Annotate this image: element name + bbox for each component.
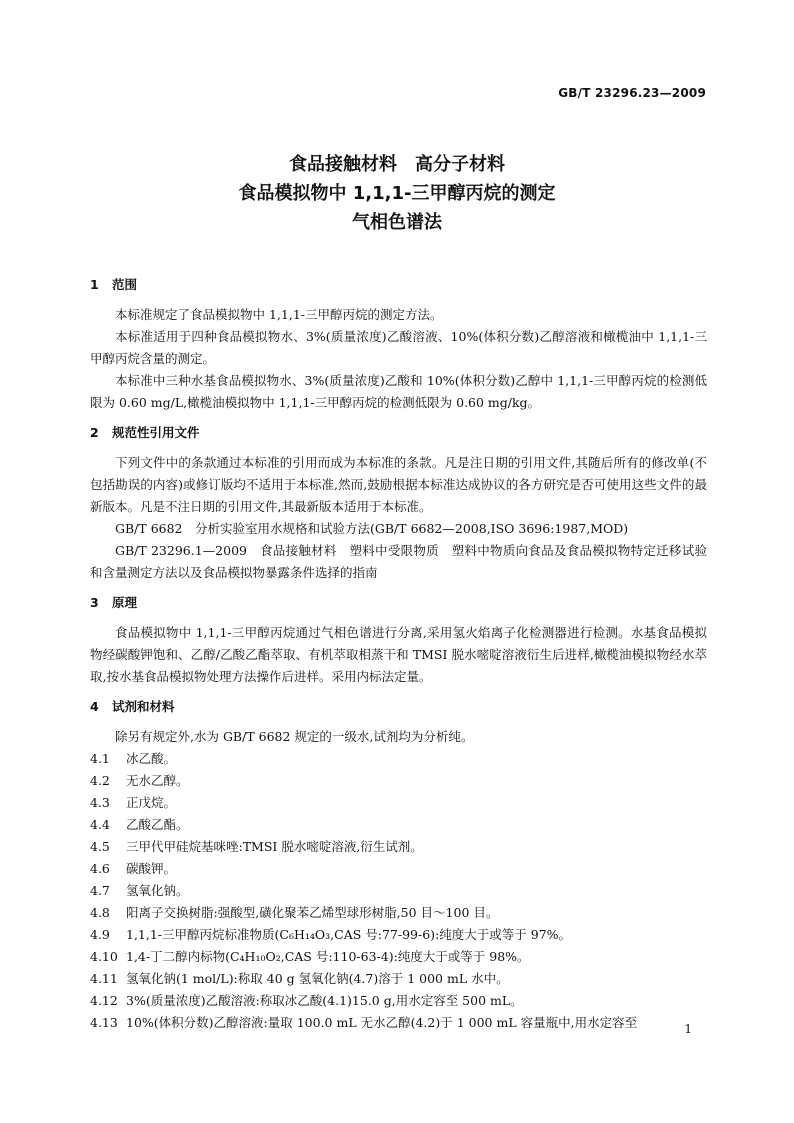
- item-number: 4.7: [90, 883, 110, 898]
- item-number: 4.11: [90, 971, 118, 986]
- list-item: [90, 792, 707, 814]
- list-item: [90, 924, 707, 946]
- item-number: 4.6: [90, 861, 110, 876]
- paragraph: 本标准中三种水基食品模拟物水、3%(质量浓度)乙酸和 10%(体积分数)乙醇中 1,1,1-三甲醇丙烷的检测低限为 0.60 mg/L,橄榄油模拟物中 1,1,1-三甲醇丙烷的检测低限为 0.60 mg/kg。: [90, 373, 707, 410]
- list-item: [90, 968, 707, 990]
- section-number: 3: [90, 595, 99, 610]
- title-line-2: 食品模拟物中 1,1,1-三甲醇丙烷的测定: [238, 183, 556, 204]
- section-3-heading: [90, 592, 707, 614]
- item-number: 4.12: [90, 993, 118, 1008]
- item-text: 正戊烷。: [126, 795, 177, 810]
- page-number: 1: [684, 1022, 692, 1036]
- list-item: [90, 880, 707, 902]
- item-text: 冰乙酸。: [126, 751, 177, 766]
- item-number: 4.1: [90, 751, 110, 766]
- item-text: 10%(体积分数)乙醇溶液:量取 100.0 mL 无水乙醇(4.2)于 1 000 mL 容量瓶中,用水定容至: [126, 1015, 638, 1030]
- section-2-heading: [90, 422, 707, 444]
- section-4-heading: [90, 696, 707, 718]
- reference-gbt-6682: GB/T 6682 分析实验室用水规格和试验方法(GB/T 6682—2008,ISO 3696:1987,MOD): [115, 521, 629, 536]
- document-title: [0, 150, 794, 237]
- item-number: 4.8: [90, 905, 110, 920]
- item-text: 氢氧化钠(1 mol/L):称取 40 g 氢氧化钠(4.7)溶于 1 000 mL 水中。: [126, 971, 509, 986]
- title-line-1: 食品接触材料 高分子材料: [289, 154, 505, 175]
- item-number: 4.13: [90, 1015, 118, 1030]
- section-title: 试剂和材料: [112, 699, 175, 714]
- list-item: [90, 946, 707, 968]
- item-text: 无水乙醇。: [126, 773, 189, 788]
- paragraph: 本标准规定了食品模拟物中 1,1,1-三甲醇丙烷的测定方法。: [115, 307, 443, 322]
- item-text: 氢氧化钠。: [126, 883, 189, 898]
- item-text: 碳酸钾。: [126, 861, 177, 876]
- item-text: 乙酸乙酯。: [126, 817, 189, 832]
- item-number: 4.10: [90, 949, 118, 964]
- document-body: [90, 274, 707, 1034]
- item-number: 4.5: [90, 839, 110, 854]
- paragraph: 除另有规定外,水为 GB/T 6682 规定的一级水,试剂均为分析纯。: [115, 729, 474, 744]
- list-item: [90, 836, 707, 858]
- list-item: [90, 1012, 707, 1034]
- section-title: 范围: [112, 277, 138, 292]
- item-text: 1,4-丁二醇内标物(C₄H₁₀O₂,CAS 号:110-63-4):纯度大于或等于 98%。: [126, 949, 530, 964]
- list-item: [90, 858, 707, 880]
- section-1-heading: [90, 274, 707, 296]
- item-text: 三甲代甲硅烷基咪唑:TMSI 脱水嘧啶溶液,衍生试剂。: [126, 839, 423, 854]
- item-text: 3%(质量浓度)乙酸溶液:称取冰乙酸(4.1)15.0 g,用水定容至 500 mL。: [126, 993, 523, 1008]
- title-line-3: 气相色谱法: [352, 212, 442, 233]
- list-item: [90, 748, 707, 770]
- section-number: 2: [90, 425, 99, 440]
- item-number: 4.2: [90, 773, 110, 788]
- list-item: [90, 902, 707, 924]
- paragraph: 食品模拟物中 1,1,1-三甲醇丙烷通过气相色谱进行分离,采用氢火焰离子化检测器进行检测。水基食品模拟物经碳酸钾饱和、乙醇/乙酸乙酯萃取、有机萃取相蒸干和 TMSI 脱水嘧啶溶液衍生后进样,橄榄油模拟物经水萃取,按水基食品模拟物处理方法操作后进样。采用内标法定量。: [90, 625, 707, 684]
- paragraph: 下列文件中的条款通过本标准的引用而成为本标准的条款。凡是注日期的引用文件,其随后所有的修改单(不包括勘误的内容)或修订版均不适用于本标准,然而,鼓励根据本标准达成协议的各方研究是否可使用这些文件的最新版本。凡是不注日期的引用文件,其最新版本适用于本标准。: [90, 455, 707, 514]
- item-number: 4.3: [90, 795, 110, 810]
- reference-gbt-23296-1: GB/T 23296.1—2009 食品接触材料 塑料中受限物质 塑料中物质向食品及食品模拟物特定迁移试验和含量测定方法以及食品模拟物暴露条件选择的指南: [90, 543, 707, 580]
- list-item: [90, 814, 707, 836]
- section-title: 规范性引用文件: [112, 425, 200, 440]
- section-title: 原理: [112, 595, 138, 610]
- section-number: 1: [90, 277, 99, 292]
- paragraph: 本标准适用于四种食品模拟物水、3%(质量浓度)乙酸溶液、10%(体积分数)乙醇溶液和橄榄油中 1,1,1-三甲醇丙烷含量的测定。: [90, 329, 707, 366]
- item-number: 4.9: [90, 927, 110, 942]
- section-number: 4: [90, 699, 99, 714]
- standard-number: GB/T 23296.23—2009: [558, 86, 706, 100]
- list-item: [90, 990, 707, 1012]
- item-text: 阳离子交换树脂:强酸型,磺化聚苯乙烯型球形树脂,50 目～100 目。: [126, 905, 499, 920]
- list-item: [90, 770, 707, 792]
- item-number: 4.4: [90, 817, 110, 832]
- item-text: 1,1,1-三甲醇丙烷标准物质(C₆H₁₄O₃,CAS 号:77-99-6):纯度大于或等于 97%。: [126, 927, 572, 942]
